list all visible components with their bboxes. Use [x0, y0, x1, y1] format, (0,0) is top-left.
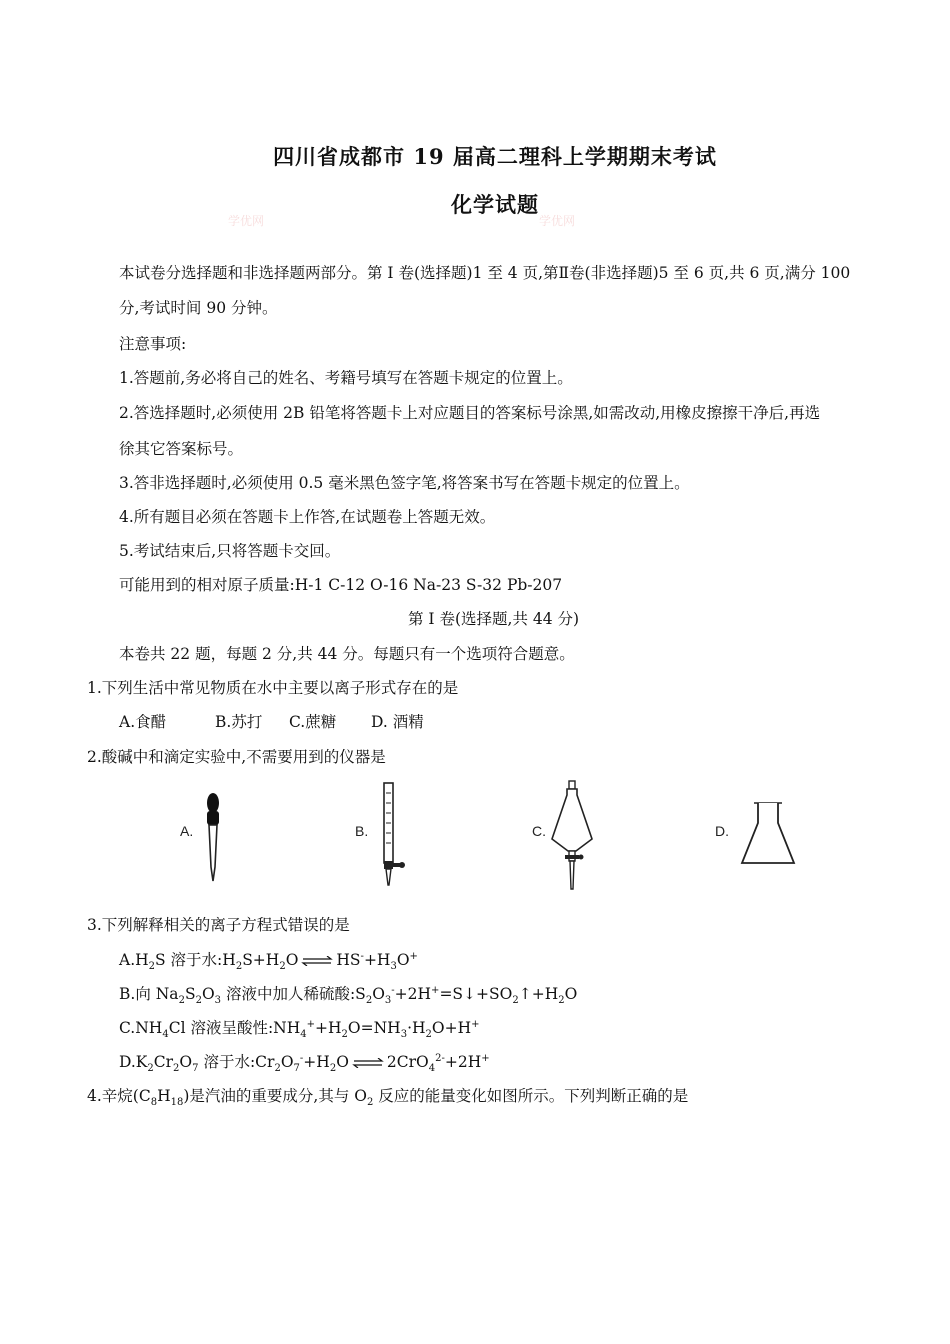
separatory-funnel-icon [548, 779, 598, 893]
section-instruction: 本卷共 22 题，每题 2 分,共 44 分。每题只有一个选项符合题意。 [119, 645, 575, 663]
q4-stem-sub: 2 [366, 1097, 374, 1109]
q2-label-d: D. [715, 823, 729, 839]
q1-option-b: B.苏打 [215, 713, 263, 731]
note-1: 1.答题前,务必将自己的姓名、考籍号填写在答题卡规定的位置上。 [119, 369, 573, 387]
equilibrium-arrow-icon [301, 956, 333, 966]
q4-stem-part: )是汽油的重要成分,其与 O [183, 1087, 367, 1105]
q3-stem: 3.下列解释相关的离子方程式错误的是 [87, 916, 350, 934]
note-2: 2.答选择题时,必须使用 2B 铅笔将答题卡上对应题目的答案标号涂黑,如需改动,用橡皮擦擦干净后,再选 [119, 404, 821, 422]
intro-line-1: 本试卷分选择题和非选择题两部分。第 I 卷(选择题)1 至 4 页,第Ⅱ卷(非选择题)5 至 6 页,共 6 页,满分 100 [119, 264, 851, 282]
q1-stem: 1.下列生活中常见物质在水中主要以离子形式存在的是 [87, 679, 459, 697]
exam-subtitle: 化学试题 [451, 192, 539, 217]
section-heading: 第 I 卷(选择题,共 44 分) [408, 610, 580, 628]
q4-stem-sub: 8 [150, 1097, 158, 1109]
q4-stem-sub: 18 [170, 1097, 184, 1109]
q4-stem-part: 反应的能量变化如图所示。下列判断正确的是 [373, 1087, 689, 1105]
note-2-cont: 徐其它答案标号。 [119, 440, 244, 458]
q3-option-b: B.向 $Na_2S_2O_3$ 溶液中加人稀硫酸$:S_2O_3^-+2H^+=S↓+SO_2↑+H_2O$ [119, 984, 578, 1007]
dropper-icon [198, 789, 228, 885]
note-5: 5.考试结束后,只将答题卡交回。 [119, 542, 341, 560]
equilibrium-arrow-icon [352, 1058, 384, 1068]
q1-option-d: D. 酒精 [371, 713, 424, 731]
q3-option-c: $C.NH_4Cl$ 溶液呈酸性$:NH_4^++H_2O=NH_3\cdot H_2O+H^+$ [119, 1018, 480, 1041]
q1-option-c: C.蔗糖 [289, 713, 337, 731]
watermark-stamp-right: 学优网 [539, 214, 576, 228]
q1-options [119, 712, 424, 732]
q4-stem-part: 4.辛烷(C [87, 1087, 151, 1105]
q4-stem-part: H [157, 1087, 171, 1105]
notice-heading: 注意事项: [119, 335, 187, 353]
q2-label-c: C. [532, 823, 546, 839]
intro-line-2: 分,考试时间 90 分钟。 [119, 299, 278, 317]
q3-option-a: $A.H_2S$ 溶于水$:H_2S+H_2O$ $HS^-+H_3O^+$ [119, 950, 418, 973]
q2-label-b: B. [355, 823, 369, 839]
q2-stem: 2.酸碱中和滴定实验中,不需要用到的仪器是 [87, 748, 386, 766]
atomic-masses: 可能用到的相对原子质量:H-1 C-12 O-16 Na-23 S-32 Pb-207 [119, 576, 563, 594]
q2-label-a: A. [180, 823, 194, 839]
burette-icon [370, 781, 410, 891]
note-4: 4.所有题目必须在答题卡上作答,在试题卷上答题无效。 [119, 508, 496, 526]
q4-stem [87, 1086, 689, 1109]
conical-flask-icon [738, 801, 798, 871]
q3-option-d: $D.K_2Cr_2O_7$ 溶于水$:Cr_2O_7^-+H_2O$ 2CrO$_4^{2-}$+2H+ [119, 1052, 490, 1075]
q2-figure [170, 775, 810, 895]
watermark-stamp-left: 学优网 [228, 214, 265, 228]
exam-title: 四川省成都市 19 届高二理科上学期期末考试 [273, 144, 717, 169]
note-3: 3.答非选择题时,必须使用 0.5 毫米黑色签字笔,将答案书写在答题卡规定的位置上。 [119, 474, 690, 492]
q1-option-a: A.食醋 [119, 713, 167, 731]
